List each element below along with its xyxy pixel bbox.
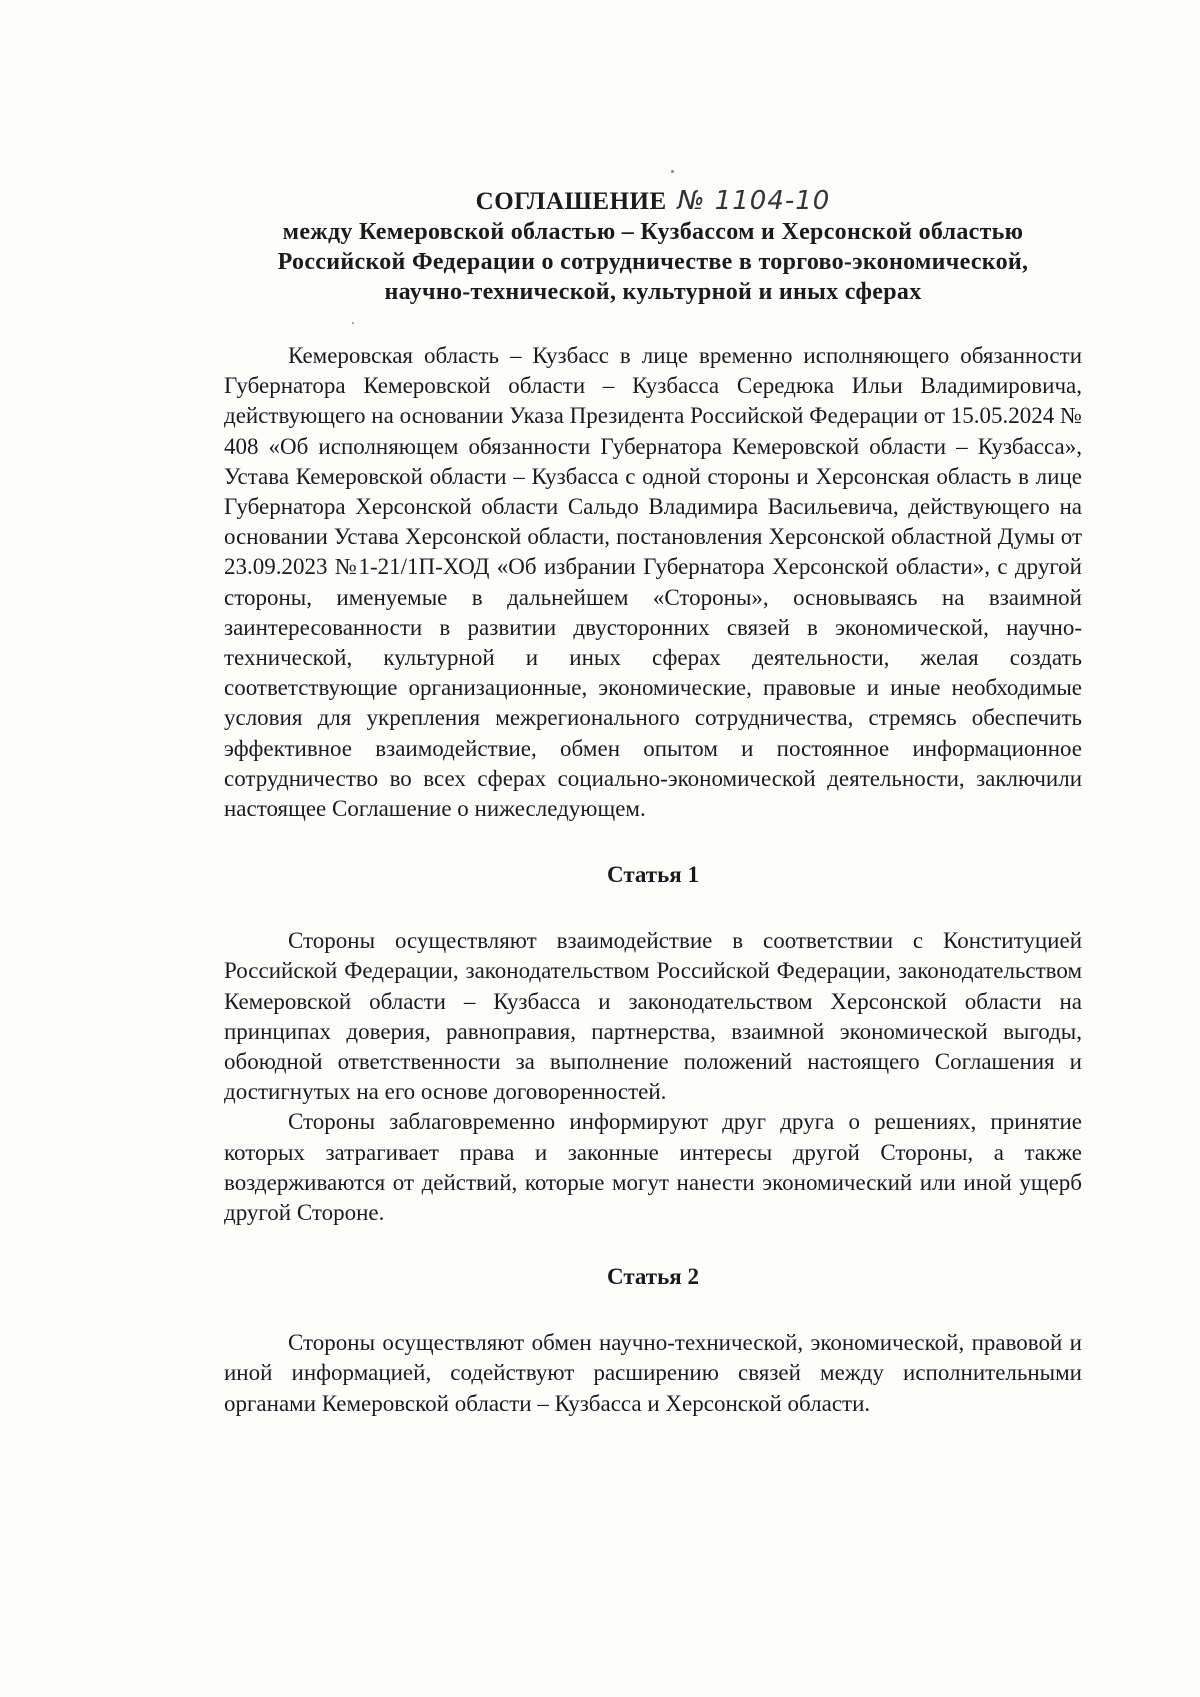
document-title-line xyxy=(224,186,1082,217)
article-2-paragraph-1: Стороны осуществляют обмен научно-технической, экономической, правовой и иной информацией, содействуют расширению связей между исполнительными органами Кемеровской области – Кузбасса и Херсонской области. xyxy=(224,1330,1082,1416)
document-title: СОГЛАШЕНИЕ xyxy=(475,188,667,215)
title-block xyxy=(224,186,1082,307)
document-body xyxy=(224,186,1082,1419)
scan-speck xyxy=(671,170,674,173)
article-1-paragraph-1: Стороны осуществляют взаимодействие в соответствии с Конституцией Российской Федерации, законодательством Российской Федерации, законодательством Кемеровской области – Кузбасса и законодательством Херсонской области на принципах доверия, равноправия, партнерства, взаимной экономической выгоды, обоюдной ответственности за выполнение положений настоящего Соглашения и достигнутых на его основе договоренностей. xyxy=(224,928,1082,1105)
document-subtitle-line-2: Российской Федерации о сотрудничестве в торгово-экономической, xyxy=(277,249,1029,275)
document-subtitle-line-1: между Кемеровской областью – Кузбассом и Херсонской областью xyxy=(282,219,1024,245)
preamble-paragraph: Кемеровская область – Кузбасс в лице временно исполняющего обязанности Губернатора Кемеровской области – Кузбасса Середюка Ильи Владимировича, действующего на основании Указа Президента Российской Федерации от 15.05.2024 № 408 «Об исполняющем обязанности Губернатора Кемеровской области – Кузбасса», Устава Кемеровской области – Кузбасса с одной стороны и Херсонская область в лице Губернатора Херсонской области Сальдо Владимира Васильевича, действующего на основании Устава Херсонской области, постановления Херсонской областной Думы от 23.09.2023 №1-21/1П-ХОД «Об избрании Губернатора Херсонской области», с другой стороны, именуемые в дальнейшем «Стороны», основываясь на взаимной заинтересованности в развитии двусторонних связей в экономической, научно-технической, культурной и иных сферах деятельности, желая создать соответствующие организационные, экономические, правовые и иные необходимые условия для укрепления межрегионального сотрудничества, стремясь обеспечить эффективное взаимодействие, обмен опытом и постоянное информационное сотрудничество во всех сферах социально-экономической деятельности, заключили настоящее Соглашение о нижеследующем. xyxy=(224,343,1082,822)
article-2-heading: Статья 2 xyxy=(607,1264,699,1290)
article-1-paragraph-2: Стороны заблаговременно информируют друг друга о решениях, принятие которых затрагивает права и законные интересы другой Стороны, а также воздерживаются от действий, которые могут нанести экономический или иной ущерб другой Стороне. xyxy=(224,1109,1082,1226)
document-subtitle-line-3: научно-технической, культурной и иных сферах xyxy=(384,279,922,305)
handwritten-agreement-number: № 1104-10 xyxy=(677,186,831,216)
article-1-heading: Статья 1 xyxy=(607,862,699,888)
